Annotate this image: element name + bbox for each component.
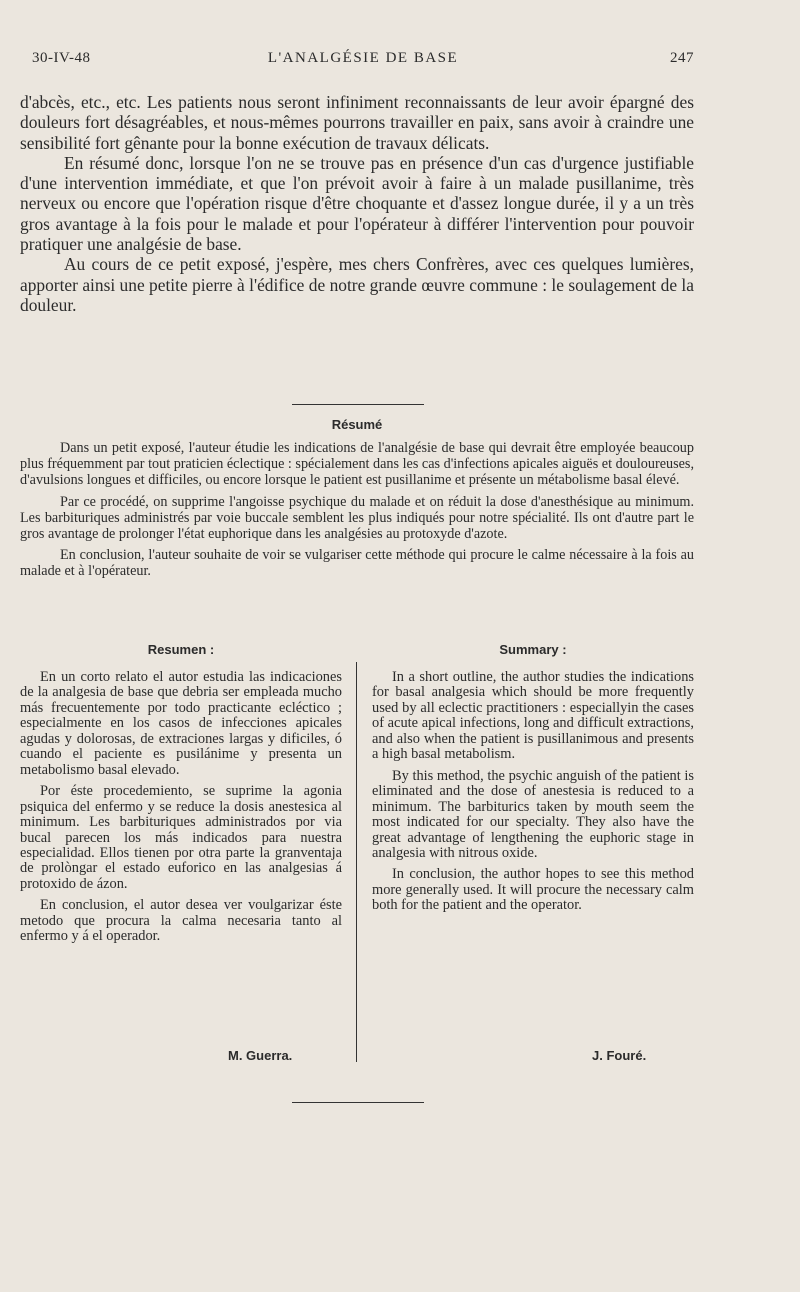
resume-paragraph-2: Par ce procédé, on supprime l'angoisse psychique du malade et on réduit la dose d'anesthésique au minimum. Les barbituriques administrés par voie buccale semblent les plus indiqués pour notre spécialité. Ils ont d'autre part le gros avantage de prolonger l'état euphorique dans les analgésies au protoxyde d'azote. — [20, 493, 694, 543]
summary-paragraph-2: By this method, the psychic anguish of the patient is eliminated and the dose of anestesia is reduced to a minimum. The barbiturics taken by mouth seem the most indicated for our specialty. They also have the great advantage of lengthening the euphoric stage in analgesia with nitrous oxide. — [372, 767, 694, 861]
main-text — [20, 92, 694, 315]
summary-signature: J. Fouré. — [592, 1048, 647, 1063]
resume-title: Résumé — [331, 417, 383, 432]
resumen-paragraph-2: Por éste procedemiento, se suprime la agonia psiquica del enfermo y se reduce la dosis anestesica al minimum. Les barbituriques administrados por via bucal parecen los más indicados para nuestra especialidad. Ellos tienen por otra parte la granventaja de prolòngar el estado euforico en las analgesias á protoxido de ázon. — [20, 783, 342, 892]
resumen-title: Resumen : — [147, 642, 215, 657]
summary-title: Summary : — [499, 642, 567, 657]
resumen-paragraph-1: En un corto relato el autor estudia las indicaciones de la analgesia de base que debria ser empleada mucho más frecuentemente por todo practicante ecléctico ; especialmente en los casos de infecciones apicales agudas y dolorosas, de extraciones largas y dificiles, ó cuando el paciente es pusilánime y presenta un metabolismo basal elevado. — [20, 669, 342, 778]
resume-paragraph-1: Dans un petit exposé, l'auteur étudie les indications de l'analgésie de base qui devrait être employée beaucoup plus fréquemment par tout praticien éclectique : spécialement dans les cas d'infections apicales aiguës et douloureuses, d'avulsions longues et difficiles, ou encore lorsque le patient est pusillanime et présente un métabolisme basal élevé. — [20, 440, 694, 489]
summary-column — [372, 670, 694, 920]
main-paragraph-2: En résumé donc, lorsque l'on ne se trouve pas en présence d'un cas d'urgence justifiable d'une intervention immédiate, et que l'on prévoit avoir à faire à un malade pusillanime, très nerveux ou encore que l'opération risque d'être choquante et d'assez longue durée, il y a un très gros avantage à la fois pour le malade et pour l'opérateur à différer l'intervention pour pouvoir pratiquer une analgésie de base. — [20, 152, 694, 255]
resume-text — [20, 440, 694, 585]
section-divider — [292, 404, 424, 405]
header-title: L'ANALGÉSIE DE BASE — [267, 50, 459, 66]
resume-paragraph-3: En conclusion, l'auteur souhaite de voir se vulgariser cette méthode qui procure le calme nécessaire à la fois au malade et à l'opérateur. — [20, 547, 694, 580]
running-header — [32, 50, 694, 72]
summary-paragraph-1: In a short outline, the author studies the indications for basal analgesia which should be more frequently used by all eclectic practitioners : especiallyin the cases of acute apical infections, long and difficult extractions, and also when the patient is pusillanimous and presents a high basal metabolism. — [372, 669, 694, 763]
header-date: 30-IV-48 — [32, 50, 91, 66]
resumen-paragraph-3: En conclusion, el autor desea ver voulgarizar éste metodo que procura la calma necesaria tanto al enfermo y á el operador. — [20, 897, 342, 945]
summary-paragraph-3: In conclusion, the author hopes to see this method more generally used. It will procure the necessary calm both for the patient and the operator. — [372, 866, 694, 914]
resumen-column — [20, 670, 342, 951]
resumen-signature: M. Guerra. — [228, 1048, 293, 1063]
main-paragraph-1: d'abcès, etc., etc. Les patients nous seront infiniment reconnaissants de leur avoir épargné des douleurs fort désagréables, et nous-mêmes pourrons travailler en paix, sans avoir à craindre une sensibilité fort gênante pour la bonne exécution de travaux délicats. — [20, 92, 694, 153]
main-paragraph-3: Au cours de ce petit exposé, j'espère, mes chers Confrères, avec ces quelques lumières, apporter ainsi une petite pierre à l'édifice de notre grande œuvre commune : le soulagement de la douleur. — [20, 254, 694, 315]
end-divider — [292, 1102, 424, 1103]
page-number: 247 — [670, 50, 694, 66]
column-divider — [356, 662, 357, 1062]
